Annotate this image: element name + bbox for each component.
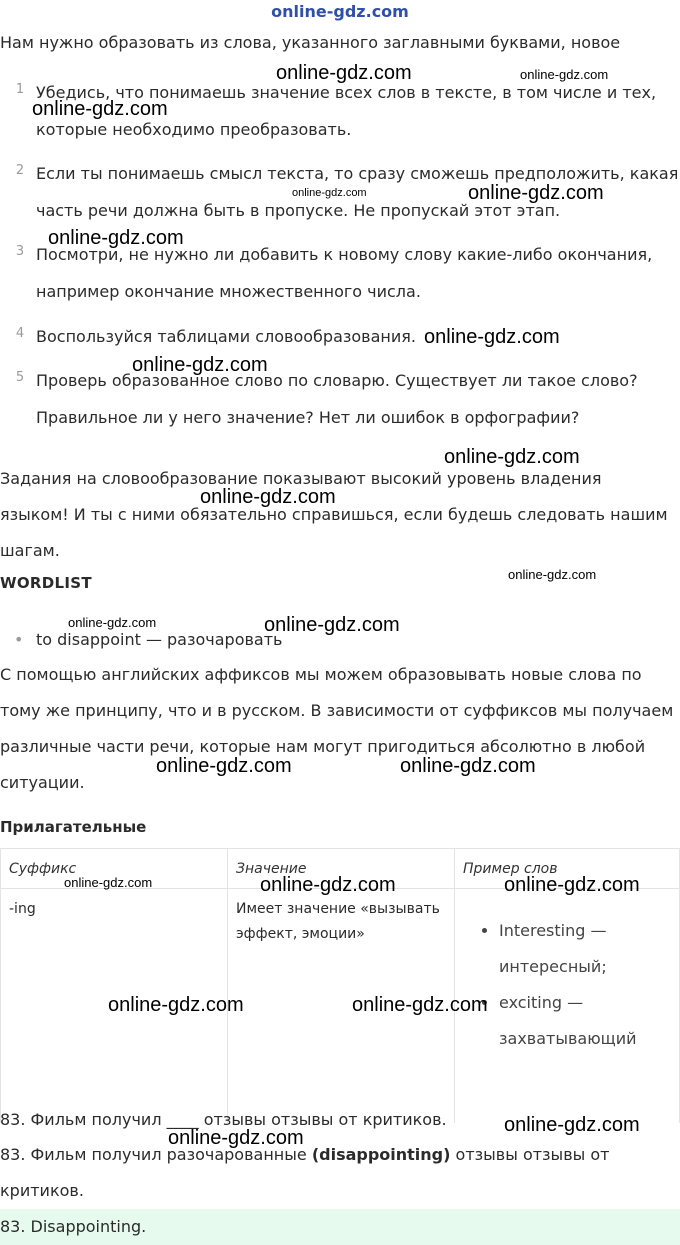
suffix-cell: -ing [1, 889, 228, 1124]
watermark: online-gdz.com [504, 1114, 640, 1136]
adjectives-heading: Прилагательные [0, 818, 147, 836]
answer-line [0, 1137, 609, 1173]
step-text: Убедись, что понимаешь значение всех слов в тексте, в том числе и тех, которые необходимо преобразовать. [36, 83, 657, 139]
step-number: 5 [15, 370, 25, 385]
paragraph-line: ситуации. [0, 773, 85, 792]
step-number: 4 [15, 326, 25, 341]
watermark: online-gdz.com [48, 227, 184, 249]
example-item: • exciting — захватывающий [499, 985, 671, 1057]
watermark: online-gdz.com [520, 67, 609, 82]
step-text: Если ты понимаешь смысл текста, то сразу сможешь предположить, какая часть речи должна быть в пропуске. Не пропускай этот этап. [36, 164, 679, 220]
watermark: online-gdz.com [468, 182, 604, 204]
step-text: Посмотри, не нужно ли добавить к новому слову какие-либо окончания, например окончание множественного числа. [36, 245, 653, 301]
watermark: online-gdz.com [352, 994, 488, 1016]
step-text: Воспользуйся таблицами словообразования. [36, 327, 416, 346]
step-number: 3 [15, 244, 25, 259]
watermark: online-gdz.com [424, 326, 560, 348]
table-header-meaning: Значение [228, 849, 455, 889]
answer-text-post: отзывы отзывы от [450, 1145, 610, 1164]
watermark: online-gdz.com [508, 567, 597, 582]
paragraph-line: различные части речи, которые нам могут пригодиться абсолютно в любой [0, 737, 646, 756]
bullet-dot: • [14, 630, 24, 649]
header-watermark: online-gdz.com [271, 2, 409, 21]
paragraph-line: тому же принципу, что и в русском. В зависимости от суффиксов мы получаем [0, 701, 674, 720]
watermark: online-gdz.com [504, 874, 640, 896]
answer-text-pre: 83. Фильм получил разочарованные [0, 1145, 312, 1164]
paragraph-line: языком! И ты с ними обязательно справишься, если будешь следовать нашим [0, 505, 668, 524]
paragraph-line: Задания на словообразование показывают высокий уровень владения [0, 469, 602, 488]
table-header-suffix: Суффикс [1, 849, 228, 889]
answer-keyword: (disappointing) [311, 1145, 451, 1164]
watermark: online-gdz.com [292, 187, 367, 199]
watermark: online-gdz.com [276, 62, 412, 84]
example-item: • Interesting — интересный; [499, 913, 671, 985]
table-row [1, 889, 680, 1124]
task-line: 83. Фильм получил ____ отзывы отзывы от критиков. [0, 1110, 447, 1129]
examples-cell [455, 889, 680, 1124]
watermark: online-gdz.com [400, 755, 536, 777]
watermark: online-gdz.com [108, 994, 244, 1016]
meaning-cell: Имеет значение «вызывать эффект, эмоции» [228, 889, 455, 1124]
watermark: online-gdz.com [68, 615, 157, 630]
watermark: online-gdz.com [32, 98, 168, 120]
table-header-examples: Пример слов [455, 849, 680, 889]
answer-box: 83. Disappointing. [0, 1209, 680, 1245]
step-text: Проверь образованное слово по словарю. Существует ли такое слово? Правильное ли у него значение? Нет ли ошибок в орфографии? [36, 371, 638, 427]
answer-line: критиков. [0, 1181, 84, 1200]
watermark: online-gdz.com [168, 1127, 304, 1149]
step-number: 1 [15, 82, 25, 97]
intro-text: Нам нужно образовать из слова, указанного заглавными буквами, новое [0, 33, 621, 52]
watermark: online-gdz.com [200, 486, 336, 508]
watermark: online-gdz.com [156, 755, 292, 777]
watermark: online-gdz.com [444, 446, 580, 468]
watermark: online-gdz.com [64, 875, 153, 890]
examples-list [463, 913, 671, 1057]
watermark: online-gdz.com [260, 874, 396, 896]
wordlist-item: to disappoint — разочаровать [36, 630, 283, 649]
wordlist-title: WORDLIST [0, 574, 92, 592]
paragraph-line: С помощью английских аффиксов мы можем образовывать новые слова по [0, 665, 642, 684]
paragraph-line: шагам. [0, 541, 60, 560]
watermark: online-gdz.com [132, 354, 268, 376]
step-number: 2 [15, 163, 25, 178]
watermark: online-gdz.com [264, 614, 400, 636]
